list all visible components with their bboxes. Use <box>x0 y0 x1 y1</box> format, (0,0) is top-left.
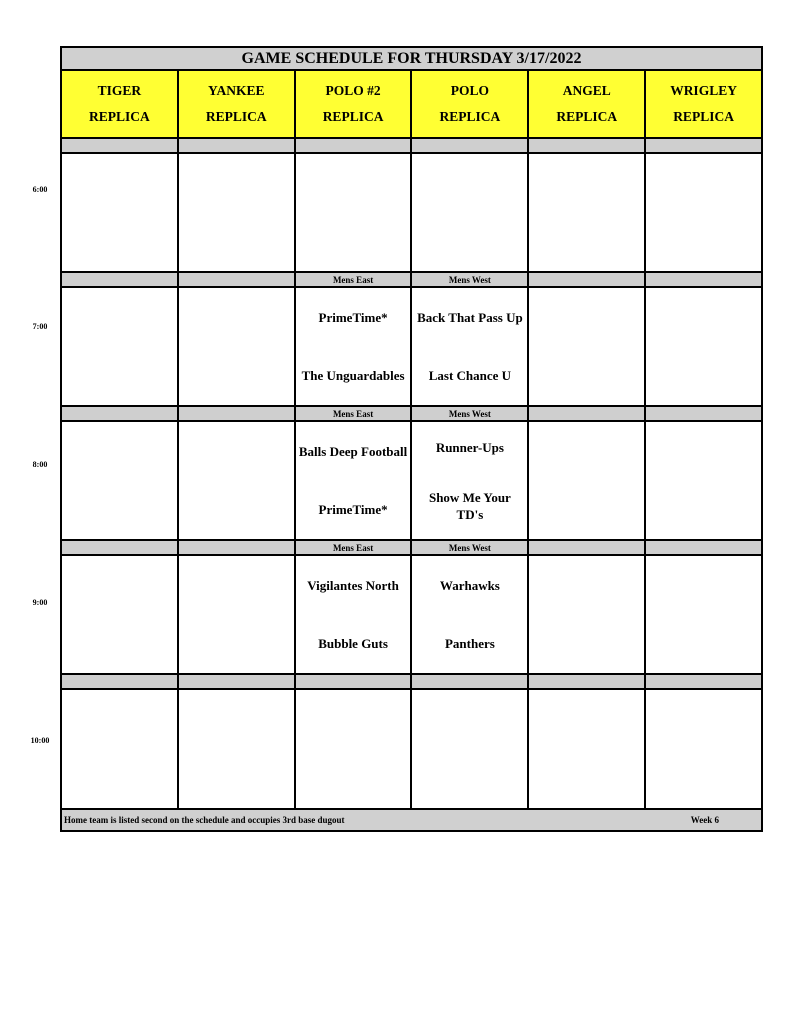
game-cell-empty <box>528 287 645 406</box>
division-label-polo: Mens West <box>411 406 528 421</box>
game-cell-empty <box>528 153 645 272</box>
game-cell-empty <box>528 555 645 674</box>
division-cell <box>645 406 762 421</box>
division-cell <box>178 406 295 421</box>
game-cell-empty <box>645 555 762 674</box>
field-header-tiger <box>61 70 178 138</box>
division-label-polo2: Mens East <box>295 272 412 287</box>
slot-row-600 <box>61 153 762 272</box>
game-cell-empty <box>411 153 528 272</box>
away-team: Warhawks <box>439 577 500 593</box>
division-row-700 <box>61 272 762 287</box>
game-cell-polo <box>411 555 528 674</box>
field-sub: REPLICA <box>556 109 618 124</box>
field-name: YANKEE <box>207 83 265 98</box>
division-label-polo2: Mens East <box>295 406 412 421</box>
away-team: Vigilantes North <box>307 577 399 593</box>
division-cell <box>178 138 295 153</box>
title-row <box>61 47 762 70</box>
field-header-polo <box>411 70 528 138</box>
footer <box>61 809 762 831</box>
field-name: WRIGLEY <box>670 83 737 98</box>
division-row-800 <box>61 406 762 421</box>
division-label-polo2: Mens East <box>295 540 412 555</box>
home-team: Panthers <box>444 636 495 652</box>
division-cell <box>61 272 178 287</box>
game-cell-empty <box>645 287 762 406</box>
game-cell-empty <box>645 421 762 540</box>
game-cell-empty <box>528 689 645 809</box>
game-cell-empty <box>295 689 412 809</box>
time-label-900: 9:00 <box>32 598 48 607</box>
home-team: Bubble Guts <box>318 636 388 652</box>
schedule-table <box>60 46 763 832</box>
game-cell-empty <box>61 287 178 406</box>
division-cell <box>61 540 178 555</box>
game-cell-empty <box>178 153 295 272</box>
time-label-1000: 10:00 <box>30 736 50 745</box>
slot-row-1000 <box>61 689 762 809</box>
division-cell <box>528 138 645 153</box>
away-team: Runner-Ups <box>435 439 504 455</box>
game-cell-empty <box>61 153 178 272</box>
division-cell <box>645 138 762 153</box>
field-name: POLO #2 <box>325 83 381 98</box>
field-header-wrigley <box>645 70 762 138</box>
field-sub: REPLICA <box>673 109 734 124</box>
division-cell <box>295 138 412 153</box>
division-cell <box>411 138 528 153</box>
away-team: Back That Pass Up <box>417 309 523 325</box>
division-cell <box>178 540 295 555</box>
slot-row-800 <box>61 421 762 540</box>
game-cell-polo2 <box>295 421 412 540</box>
field-sub: REPLICA <box>89 109 150 124</box>
game-cell-empty <box>178 421 295 540</box>
home-team: Last Chance U <box>428 368 512 384</box>
home-team: The Unguardables <box>301 368 405 384</box>
time-label-600: 6:00 <box>32 185 48 194</box>
game-cell-polo2 <box>295 287 412 406</box>
field-sub: REPLICA <box>322 109 384 124</box>
field-name: POLO <box>450 83 490 98</box>
schedule-title: GAME SCHEDULE FOR THURSDAY 3/17/2022 <box>61 47 762 70</box>
division-label-polo: Mens West <box>411 540 528 555</box>
division-row-900 <box>61 540 762 555</box>
field-header-polo2 <box>295 70 412 138</box>
division-row-1000 <box>61 674 762 689</box>
slot-row-900 <box>61 555 762 674</box>
game-cell-polo2 <box>295 555 412 674</box>
time-label-700: 7:00 <box>32 322 48 331</box>
game-cell-polo <box>411 287 528 406</box>
division-cell <box>61 406 178 421</box>
game-cell-empty <box>411 689 528 809</box>
division-label-polo: Mens West <box>411 272 528 287</box>
field-name: ANGEL <box>562 83 611 98</box>
game-cell-empty <box>178 287 295 406</box>
footer-row <box>61 809 762 831</box>
division-cell <box>528 272 645 287</box>
division-cell <box>645 540 762 555</box>
slot-row-700 <box>61 287 762 406</box>
game-cell-empty <box>61 689 178 809</box>
field-header-angel <box>528 70 645 138</box>
division-row-600 <box>61 138 762 153</box>
home-team: Show Me Your TD's <box>428 489 511 522</box>
game-cell-empty <box>61 421 178 540</box>
week-label: Week 6 <box>690 815 719 825</box>
field-header-row <box>61 70 762 138</box>
game-cell-empty <box>178 689 295 809</box>
footer-note: Home team is listed second on the schedule and occupies 3rd base dugout <box>64 815 345 825</box>
division-cell <box>528 540 645 555</box>
away-team: Balls Deep Football <box>298 443 408 459</box>
game-cell-polo <box>411 421 528 540</box>
field-sub: REPLICA <box>439 109 501 124</box>
field-sub: REPLICA <box>205 109 267 124</box>
division-cell <box>528 406 645 421</box>
field-name: TIGER <box>97 83 142 98</box>
away-team: PrimeTime* <box>318 309 388 325</box>
field-header-yankee <box>178 70 295 138</box>
game-cell-empty <box>295 153 412 272</box>
time-label-800: 8:00 <box>32 460 48 469</box>
game-cell-empty <box>178 555 295 674</box>
division-cell <box>411 674 528 689</box>
division-cell <box>528 674 645 689</box>
game-cell-empty <box>645 689 762 809</box>
division-cell <box>295 674 412 689</box>
division-cell <box>645 674 762 689</box>
game-cell-empty <box>645 153 762 272</box>
game-cell-empty <box>61 555 178 674</box>
home-team: PrimeTime* <box>318 502 388 518</box>
division-cell <box>178 674 295 689</box>
division-cell <box>61 138 178 153</box>
division-cell <box>178 272 295 287</box>
division-cell <box>61 674 178 689</box>
division-cell <box>645 272 762 287</box>
game-cell-empty <box>528 421 645 540</box>
